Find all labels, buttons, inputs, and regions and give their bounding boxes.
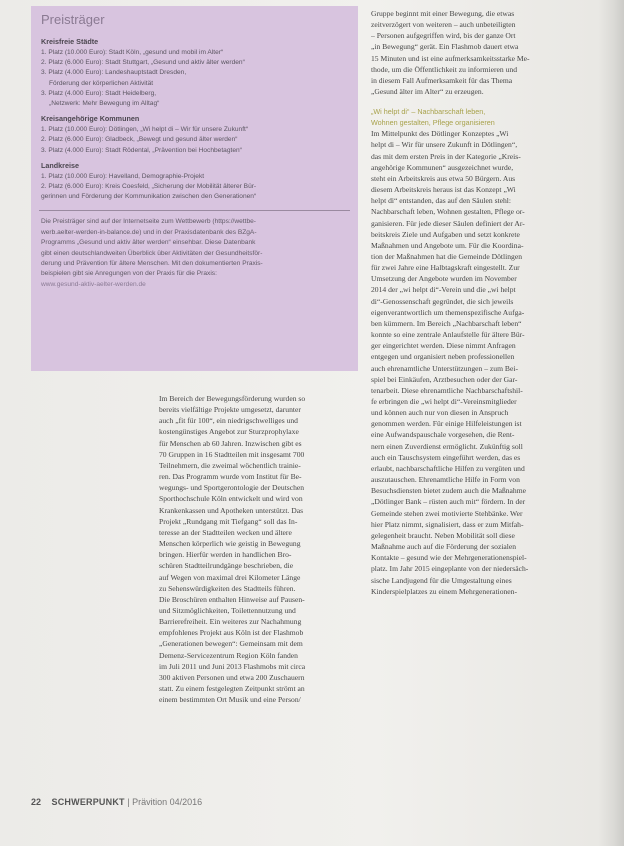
- text-line: eigenverantwortlich um themenspezifische Aufga-: [371, 307, 525, 317]
- winner-line: Förderung der körperlichen Aktivität: [49, 79, 154, 87]
- text-line: einem bestimmten Ort Musik und eine Person/: [159, 695, 301, 705]
- text-line: ren. Das Programm wurde vom Institut für Be-: [159, 472, 302, 482]
- text-line: Maßnahmen und Angebote um. Für die Koordina-: [371, 240, 524, 250]
- winner-line: 3. Platz (4.000 Euro): Landeshauptstadt Dresden,: [41, 69, 187, 77]
- description-line: derung und Prävention für ältere Menschen. Mit den dokumentierten Praxis-: [41, 260, 263, 268]
- text-line: wegungs- und Sportgerontologie der Deutschen: [159, 483, 305, 493]
- right-text-column: [371, 8, 586, 597]
- text-line: angehörige Kommunen“ ausgezeichnet wurde,: [371, 162, 514, 172]
- winner-line: 3. Platz (4.000 Euro): Stadt Rödental, „Prävention bei Hochbetagten“: [41, 146, 242, 154]
- text-line: zeitverzögert von weiteren – auch unbeteiligten: [371, 20, 516, 30]
- text-line: Die Broschüren enthalten Hinweise auf Pausen-: [159, 594, 305, 604]
- text-line: schüren Stadtteilrundgänge beschrieben, die: [159, 561, 294, 571]
- text-line: kostengünstiges Angebot zur Sturzprophylaxe: [159, 427, 299, 437]
- box-description: [39, 217, 350, 279]
- text-line: und können auch nur von diesen in Anspruch: [371, 408, 509, 418]
- page-number: 22: [31, 797, 42, 807]
- winner-line: 1. Platz (10.000 Euro): Stadt Köln, „gesund und mobil im Alter“: [41, 49, 224, 56]
- text-line: für zwei Jahre eine Halbtagskraft eingestellt. Zur: [371, 263, 520, 273]
- box-title: Preisträger: [41, 12, 105, 27]
- text-line: auch „fit für 100“, ein niedrigschwelliges und: [159, 416, 298, 426]
- text-line: Maßnahme auch auf die Förderung der sozialen: [371, 542, 517, 552]
- winner-line: 3. Platz (4.000 Euro): Stadt Heidelberg,: [41, 89, 157, 97]
- text-line: fe erbringen die „wi helpt di“-Vereinsmitglieder: [371, 397, 517, 406]
- text-line: statt. Zu einem festgelegten Zeitpunkt strömt an: [159, 684, 305, 694]
- text-line: di“-Genossenschaft gegründet, die sich jeweils: [371, 296, 514, 306]
- text-line: erlaubt, nachbarschaftliche Hilfen zu vergüten und: [371, 463, 525, 473]
- text-line: tion der Maßnahmen hat die Gemeinde Dötlingen: [371, 251, 522, 261]
- text-line: genommen werden. Für einige Hilfeleistungen ist: [371, 419, 522, 429]
- text-line: diesem Arbeitskreis heraus ist das Konzept „Wi: [371, 185, 516, 195]
- winner-line: 2. Platz (6.000 Euro): Stadt Stuttgart, „Gesund und aktiv älter werden“: [41, 59, 245, 67]
- paragraph-gap: [371, 97, 586, 106]
- text-line: bringen. Hierfür werden in handlichen Bro-: [159, 550, 292, 560]
- text-line: Sporthochschule Köln entwickelt und wird von: [159, 494, 303, 504]
- text-line: 15 Minuten und ist eine aufmerksamkeitsstarke Me-: [371, 53, 530, 63]
- left-text-column: [159, 393, 360, 705]
- text-line: – Personen aufgegriffen wird, bis der ganze Ort: [371, 31, 516, 41]
- box-section-heading: Landkreise: [41, 160, 79, 170]
- box-sections: [39, 37, 350, 202]
- box-divider: [39, 210, 350, 211]
- text-line: platz. Im Jahr 2015 eingeplante von der niedersäch-: [371, 564, 529, 574]
- text-line: 300 aktiven Personen und etwa 200 Zuschauern: [159, 672, 305, 682]
- text-line: auf Wegen von maximal drei Kilometer Länge: [159, 572, 301, 582]
- text-line: Kinderspielplatzes zu einem Mehrgenerationen-: [371, 586, 517, 596]
- text-line: Gemeinde stehen zwei motivierte Stehbänke. Wer: [371, 508, 523, 518]
- text-line: in diesem Fall Aufmerksamkeit für das Thema: [371, 75, 513, 85]
- winner-line: 2. Platz (6.000 Euro): Gladbeck, „Bewegt und gesund älter werden“: [41, 136, 238, 144]
- text-line: zu Sehenswürdigkeiten des Stadtteils führen.: [159, 583, 296, 593]
- text-line: „Gesund älter im Alter“ zu erzeugen.: [371, 87, 484, 97]
- description-line: Die Preisträger sind auf der Internetseite zum Wettbewerb (https://wettbe-: [41, 218, 257, 226]
- subheading-line: Wohnen gestalten, Pflege organisieren: [371, 118, 495, 128]
- text-line: „in Bewegung“ gerät. Ein Flashmob dauert etwa: [371, 42, 519, 52]
- text-line: für Menschen ab 60 Jahren. Inzwischen gibt es: [159, 438, 302, 448]
- winner-line: „Netzwerk: Mehr Bewegung im Alltag“: [49, 100, 160, 108]
- text-line: tenarbeit. Diese ehrenamtliche Nachbarschaftshil-: [371, 385, 523, 395]
- text-line: gelegenheit braucht. Neben Mobilität soll diese: [371, 530, 515, 540]
- text-line: Barrierefreiheit. Ein weiteres zur Nachahmung: [159, 617, 302, 627]
- text-line: Nachbarschaft leben, Wohnen gestalten, Pflege or-: [371, 207, 525, 217]
- text-line: nern einen Zuverdienst ermöglicht. Zukünftig soll: [371, 441, 523, 451]
- text-line: das mit dem ersten Preis in der Kategorie „Kreis-: [371, 151, 521, 161]
- text-line: ganisieren. Für jede dieser Säulen definiert der Ar-: [371, 218, 525, 228]
- text-line: auszutauschen. Ehrenamtliche Hilfe in Form von: [371, 475, 520, 485]
- text-line: Teilnehmern, die zweimal wöchentlich trainie-: [159, 460, 301, 470]
- text-line: Umsetzung der Angebote wurden im November: [371, 274, 517, 284]
- text-line: Krankenkassen und Apotheken unterstützt. Das: [159, 505, 304, 515]
- text-line: eine Aufwandspauschale vorgesehen, die Rent-: [371, 430, 515, 440]
- text-line: sische Landjugend für die Umgestaltung eines: [371, 575, 512, 585]
- page-gutter-shadow: [598, 0, 624, 846]
- text-line: im Juli 2011 und Juni 2013 Flashmobs mit circa: [159, 661, 306, 671]
- text-line: ger eingerichtet werden. Diese nimmt Anfragen: [371, 341, 516, 351]
- page-footer: [31, 797, 202, 807]
- text-line: Demenz-Servicezentrum Region Köln fanden: [159, 650, 298, 660]
- text-line: entgegen und organisiert neben professionellen: [371, 352, 515, 362]
- text-line: auch ein Tauschsystem eingeführt werden, das es: [371, 452, 521, 462]
- box-section-heading: Kreisfreie Städte: [41, 37, 99, 46]
- description-line: werb.aelter-werden-in-balance.de) und in der Praxisdatenbank des BZgA-: [41, 228, 257, 236]
- text-line: spiel bei Einkäufen, Arztbesuchen oder der Gar-: [371, 374, 518, 384]
- database-link[interactable]: www.gesund-aktiv-aelter-werden.de: [41, 280, 146, 288]
- text-line: Besuchsdiensten bietet zudem auch die Maßnahme: [371, 486, 526, 496]
- text-line: bereits vielfältige Projekte umgesetzt, darunter: [159, 405, 301, 415]
- text-line: auch ehrenamtliche Unterstützungen – zum Bei-: [371, 363, 518, 373]
- text-line: ben kümmern. Im Bereich „Nachbarschaft leben“: [371, 318, 522, 328]
- text-line: Projekt „Rundgang mit Tiefgang“ soll das In-: [159, 516, 298, 526]
- text-line: Gruppe beginnt mit einer Bewegung, die etwas: [371, 9, 515, 18]
- winner-line: 1. Platz (10.000 Euro): Dötlingen, „Wi helpt di – Wir für unsere Zukunft“: [41, 126, 249, 134]
- text-line: Im Mittelpunkt des Dötlinger Konzeptes „Wi: [371, 129, 509, 139]
- text-line: beitskreis Ziele und Aufgaben und setzt konkrete: [371, 229, 520, 239]
- text-line: Menschen körperlich wie geistig in Bewegung: [159, 539, 301, 549]
- text-line: und Sitzmöglichkeiten, Toilettennutzung und: [159, 605, 296, 615]
- subheading-line: „Wi helpt di“ – Nachbarschaft leben,: [371, 107, 486, 117]
- text-line: steht ein Arbeitskreis aus etwa 50 Bürgern. Aus: [371, 173, 516, 183]
- text-line: helpt di“ entstanden, das auf den Säulen stehl:: [371, 196, 512, 206]
- text-line: „Dötlinger Bank – rüsten auch mit“ fördern. In der: [371, 497, 526, 507]
- text-line: 70 Gruppen in 16 Stadtteilen mit insgesamt 700: [159, 449, 305, 459]
- text-line: konnte so eine zentrale Anlaufstelle für ältere Bür-: [371, 330, 525, 340]
- text-line: Im Bereich der Bewegungsförderung wurden so: [159, 394, 306, 403]
- winner-line: gerinnen und Förderung der Kommunikation zwischen den Generationen“: [41, 193, 257, 201]
- issue-label: | Prävition 04/2016: [127, 797, 203, 807]
- text-line: thode, um die Öffentlichkeit zu informieren und: [371, 64, 517, 74]
- text-line: teresse an der Stadtteilen wecken und ältere: [159, 527, 292, 537]
- magazine-section: SCHWERPUNKT: [51, 797, 125, 807]
- right-column-body: [371, 128, 586, 597]
- description-line: beispielen gibt sie Anregungen von der Praxis für die Praxis:: [41, 270, 217, 278]
- box-section-heading: Kreisangehörige Kommunen: [41, 114, 140, 124]
- right-column-intro: [371, 8, 586, 97]
- section-subheading: [371, 106, 586, 128]
- text-line: Kontakte – gesund wie der Mehrgenerationenspiel-: [371, 553, 527, 563]
- text-line: „Generationen bewegen“: Gemeinsam mit dem: [159, 639, 303, 649]
- description-line: gibt einen deutschlandweiten Überblick über Aktivitäten der Gesundheitsför-: [41, 249, 263, 257]
- text-line: 2014 der „wi helpt di“-Verein und die „wi helpt: [371, 285, 516, 295]
- winner-line: 1. Platz (10.000 Euro): Havelland, Demographie-Projekt: [41, 172, 205, 180]
- winners-info-box: [31, 6, 358, 371]
- winner-line: 2. Platz (6.000 Euro): Kreis Coesfeld, „Sicherung der Mobilität älterer Bür-: [41, 183, 257, 191]
- text-line: hier Platz nimmt, signalisiert, dass er zum Mitfah-: [371, 519, 524, 529]
- text-line: empfohlenes Projekt aus Köln ist der Flashmob: [159, 628, 304, 638]
- text-line: helpt di – Wir für unsere Zukunft in Dötlingen“,: [371, 140, 518, 150]
- description-line: Programms „Gesund und aktiv älter werden“ einsehbar. Diese Datenbank: [41, 239, 256, 247]
